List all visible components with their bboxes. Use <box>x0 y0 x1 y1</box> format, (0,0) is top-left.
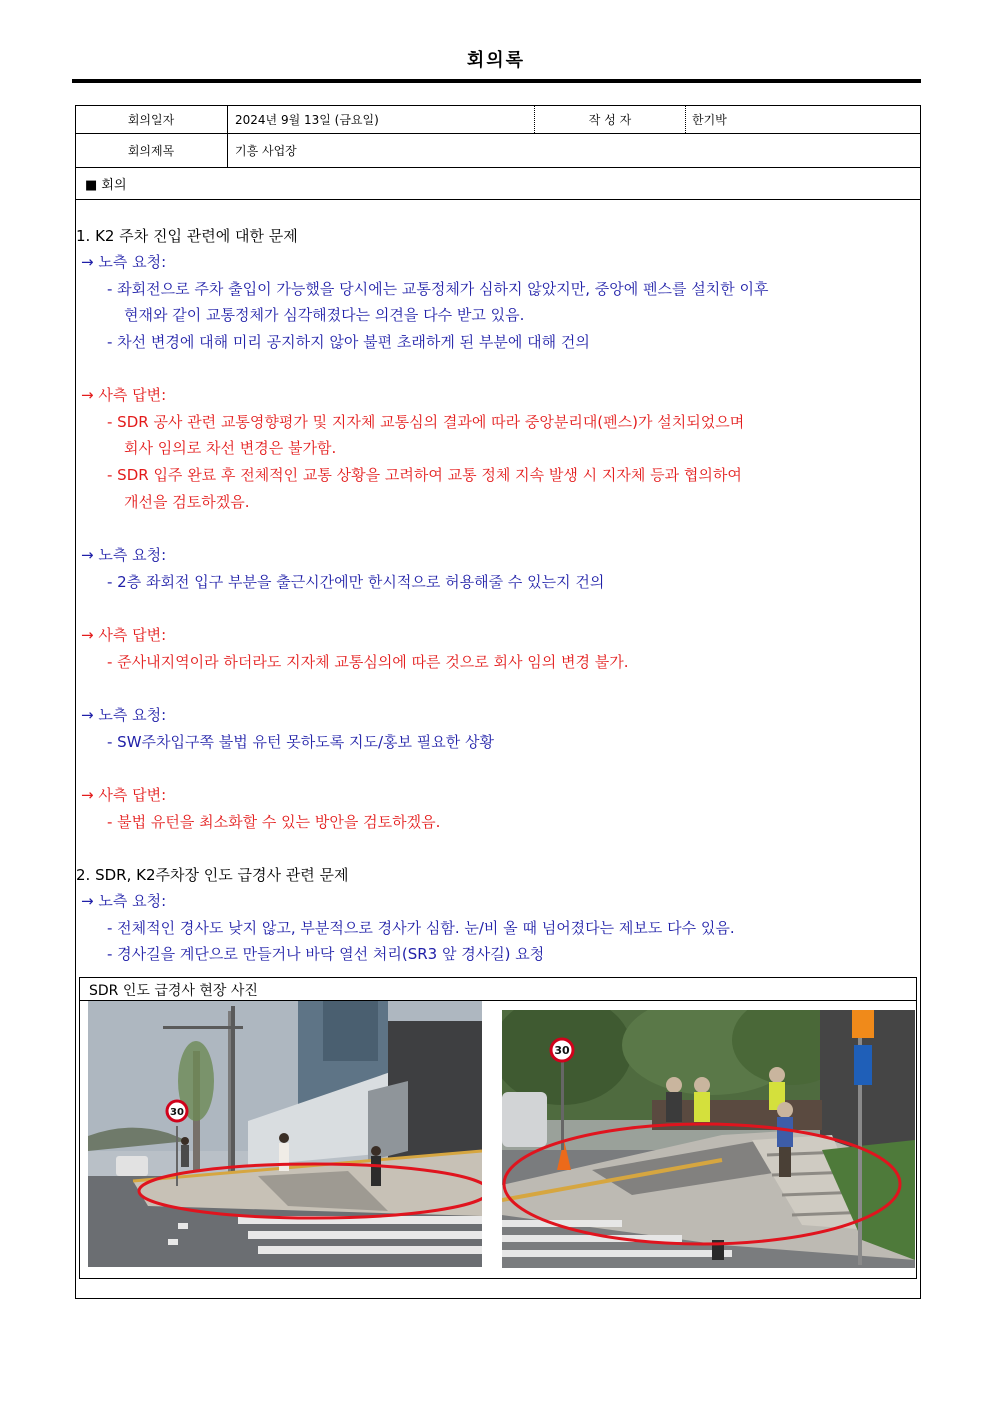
header-row-subject <box>75 134 921 168</box>
date-label: 회의일자 <box>127 112 175 127</box>
photo-caption: SDR 인도 급경사 현장 사진 <box>89 983 258 999</box>
section-label: ■ 회의 <box>85 178 127 193</box>
subject-value: 기흥 사업장 <box>235 144 297 158</box>
answer-1-heading: → 사측 답변: <box>81 386 167 404</box>
date-value: 2024년 9월 13일 (금요일) <box>235 112 379 127</box>
answer-1-line-2: 회사 임의로 차선 변경은 불가함. <box>124 439 337 457</box>
left-speed-sign-text: 30 <box>170 1107 184 1118</box>
left-site-photo <box>88 1001 482 1267</box>
subject-label: 회의제목 <box>127 144 175 158</box>
section-2-title: 2. SDR, K2주차장 인도 급경사 관련 문제 <box>76 866 349 884</box>
request-1-line-3: - 차선 변경에 대해 미리 공지하지 않아 불편 초래하게 된 부분에 대해 건의 <box>107 333 590 351</box>
request-4-line-1: - 전체적인 경사도 낮지 않고, 부분적으로 경사가 심함. 눈/비 올 때 넘어졌다는 제보도 다수 있음. <box>107 919 735 937</box>
answer-3-line-1: - 불법 유턴을 최소화할 수 있는 방안을 검토하겠음. <box>107 813 441 831</box>
answer-1-line-4: 개선을 검토하겠음. <box>124 493 250 511</box>
request-4-heading: → 노측 요청: <box>81 892 167 910</box>
section-row <box>75 168 921 200</box>
right-speed-sign-text: 30 <box>554 1044 570 1057</box>
answer-2-line-1: - 준사내지역이라 하더라도 지자체 교통심의에 따른 것으로 회사 임의 변경 불가. <box>107 653 629 671</box>
request-2-heading: → 노측 요청: <box>81 546 167 564</box>
request-1-heading: → 노측 요청: <box>81 253 167 271</box>
answer-2-heading: → 사측 답변: <box>81 626 167 644</box>
request-3-line-1: - SW주차입구쪽 불법 유턴 못하도록 지도/홍보 필요한 상황 <box>107 733 494 751</box>
request-4-line-2: - 경사길을 계단으로 만들거나 바닥 열선 처리(SR3 앞 경사길) 요청 <box>107 945 545 963</box>
request-1-line-2: 현재와 같이 교통정체가 심각해졌다는 의견을 다수 받고 있음. <box>124 306 525 324</box>
request-2-line-1: - 2층 좌회전 입구 부분을 출근시간에만 한시적으로 허용해줄 수 있는지 건의 <box>107 573 605 591</box>
answer-3-heading: → 사측 답변: <box>81 786 167 804</box>
request-3-heading: → 노측 요청: <box>81 706 167 724</box>
answer-1-line-1: - SDR 공사 관련 교통영향평가 및 지자체 교통심의 결과에 따라 중앙분리대(펜스)가 설치되었으며 <box>107 413 745 431</box>
request-1-line-1: - 좌회전으로 주차 출입이 가능했을 당시에는 교통정체가 심하지 않았지만, 중앙에 펜스를 설치한 이후 <box>107 280 769 298</box>
right-site-photo <box>502 1010 915 1268</box>
title-underline <box>72 79 921 83</box>
section-1-title: 1. K2 주차 진입 관련에 대한 문제 <box>76 227 298 245</box>
document-title: 회의록 <box>466 50 526 71</box>
header-row-date <box>75 105 921 134</box>
author-label: 작 성 자 <box>588 112 632 127</box>
answer-1-line-3: - SDR 입주 완료 후 전체적인 교통 상황을 고려하여 교통 정체 지속 발생 시 지자체 등과 협의하여 <box>107 466 742 484</box>
author-value: 한기박 <box>692 112 727 127</box>
